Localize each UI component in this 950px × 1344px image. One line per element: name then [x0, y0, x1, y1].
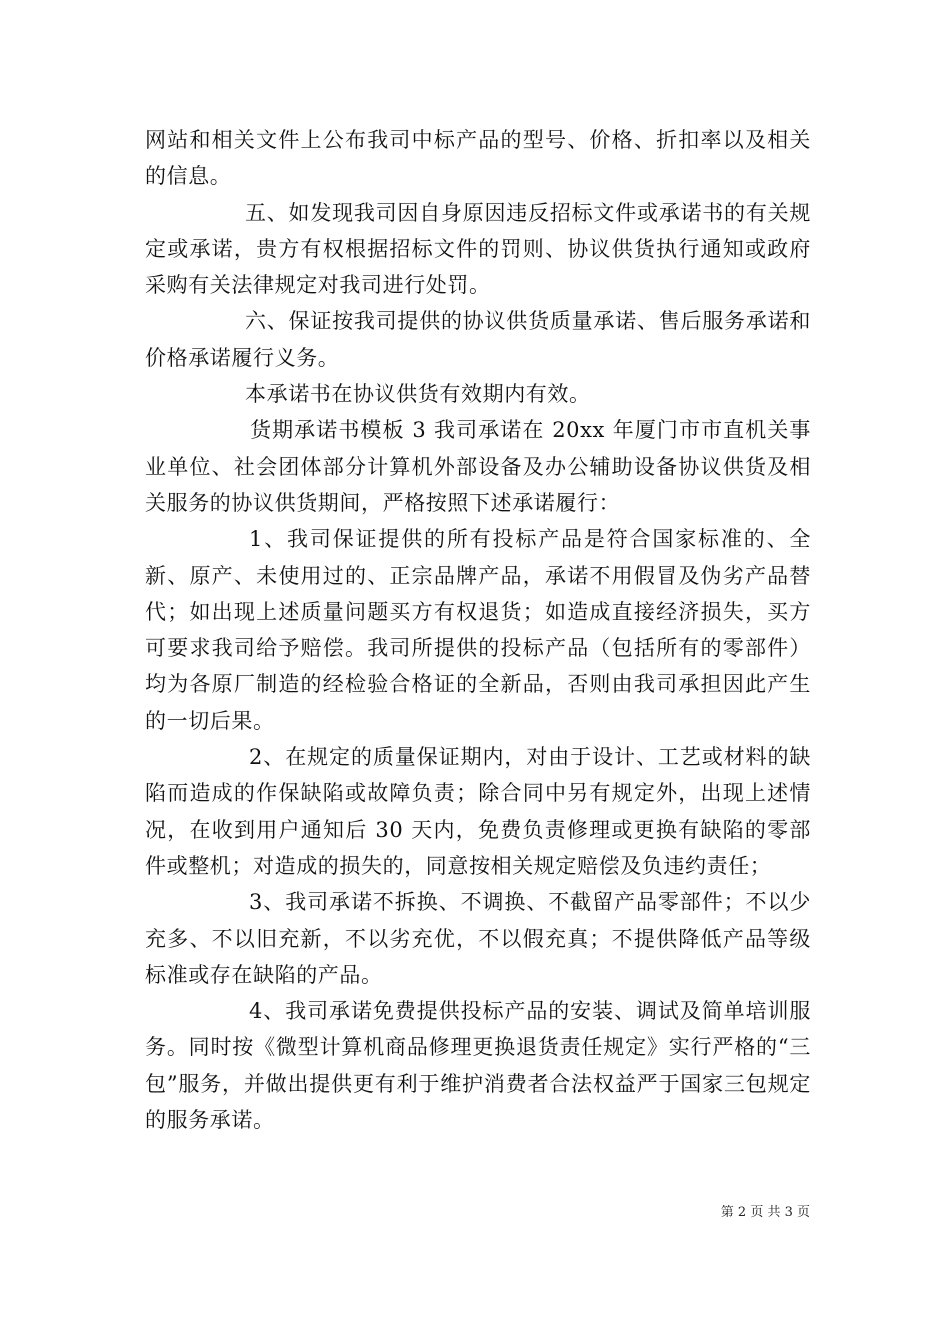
- paragraph-continuation: 网站和相关文件上公布我司中标产品的型号、价格、折扣率以及相关的信息。: [145, 128, 811, 189]
- paragraph-commitment-3: 3、我司承诺不拆换、不调换、不截留产品零部件；不以少充多、不以旧充新，不以劣充优，不以假充真；不提供降低产品等级标准或存在缺陷的产品。: [145, 890, 811, 987]
- document-body: [145, 122, 811, 1138]
- page-number-footer: 第 2 页 共 3 页: [720, 1205, 810, 1220]
- paragraph-commitment-2: 2、在规定的质量保证期内，对由于设计、工艺或材料的缺陷而造成的作保缺陷或故障负责；除合同中另有规定外，出现上述情况，在收到用户通知后 30 天内，免费负责修理或更换有缺陷的零部件或整机；对造成的损失的，同意按相关规定赔偿及负违约责任；: [145, 745, 811, 878]
- paragraph-commitment-1: 1、我司保证提供的所有投标产品是符合国家标准的、全新、原产、未使用过的、正宗品牌产品，承诺不用假冒及伪劣产品替代；如出现上述质量问题买方有权退货；如造成直接经济损失，买方可要求我司给予赔偿。我司所提供的投标产品（包括所有的零部件）均为各原厂制造的经检验合格证的全新品，否则由我司承担因此产生的一切后果。: [145, 527, 811, 733]
- paragraph-commitment-4: 4、我司承诺免费提供投标产品的安装、调试及简单培训服务。同时按《微型计算机商品修理更换退货责任规定》实行严格的“三包”服务，并做出提供更有利于维护消费者合法权益严于国家三包规定的服务承诺。: [145, 999, 811, 1133]
- paragraph-validity: 本承诺书在协议供货有效期内有效。: [245, 382, 591, 407]
- paragraph-template-3-intro: 货期承诺书模板 3 我司承诺在 20xx 年厦门市市直机关事业单位、社会团体部分计算机外部设备及办公辅助设备协议供货及相关服务的协议供货期间，严格按照下述承诺履行：: [145, 418, 811, 515]
- paragraph-item-5: 五、如发现我司因自身原因违反招标文件或承诺书的有关规定或承诺，贵方有权根据招标文件的罚则、协议供货执行通知或政府采购有关法律规定对我司进行处罚。: [145, 200, 811, 298]
- paragraph-item-6: 六、保证按我司提供的协议供货质量承诺、售后服务承诺和价格承诺履行义务。: [145, 309, 811, 370]
